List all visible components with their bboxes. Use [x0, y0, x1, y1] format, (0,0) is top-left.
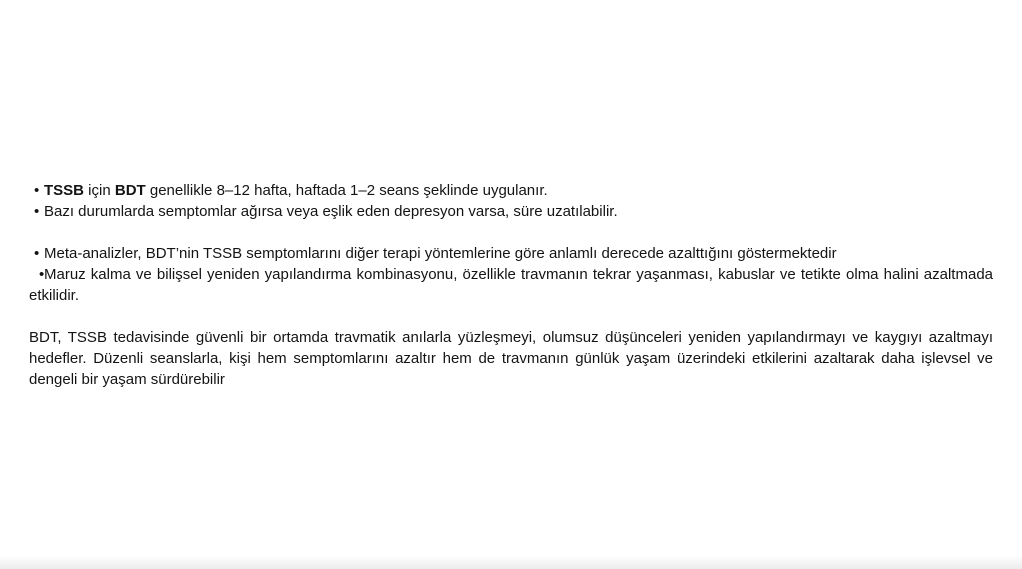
- list-item-text: için: [84, 182, 115, 199]
- spacer: [29, 222, 993, 243]
- page-bottom-shadow: [0, 555, 1022, 569]
- list-item: [29, 243, 993, 264]
- bullet-icon: •: [39, 266, 45, 283]
- list-item: [29, 201, 993, 222]
- list-item-text: genellikle 8–12 hafta, haftada 1–2 seans şeklinde uygulanır.: [145, 182, 548, 199]
- bullet-icon: •: [34, 182, 40, 199]
- bullet-icon: •: [34, 245, 40, 262]
- summary-paragraph: BDT, TSSB tedavisinde güvenli bir ortamda travmatik anılarla yüzleşmeyi, olumsuz düşünceleri yeniden yapılandırmayı ve kaygıyı azaltmayı hedefler. Düzenli seanslarla, kişi hem semptomlarını azaltır hem de travmanın günlük yaşam üzerindeki etkilerini azaltarak daha işlevsel ve dengeli bir yaşam sürdürebilir: [29, 329, 993, 388]
- list-item-text: Maruz kalma ve bilişsel yeniden yapılandırma kombinasyonu, özellikle travmanın tekrar yaşanması, kabuslar ve tetikte olma halini azaltmada etkilidir.: [29, 266, 993, 304]
- spacer: [29, 306, 993, 327]
- list-item-text: Bazı durumlarda semptomlar ağırsa veya eşlik eden depresyon varsa, süre uzatılabilir.: [44, 203, 618, 220]
- list-item-text: Meta-analizler, BDT’nin TSSB semptomlarını diğer terapi yöntemlerine göre anlamlı derecede azalttığını göstermektedir: [44, 245, 837, 262]
- bold-term-tssb: TSSB: [44, 182, 85, 199]
- document-body: [29, 180, 993, 390]
- bold-term-bdt: BDT: [114, 182, 146, 199]
- list-item: [29, 180, 993, 201]
- bullet-icon: •: [34, 203, 40, 220]
- list-item: [29, 264, 993, 306]
